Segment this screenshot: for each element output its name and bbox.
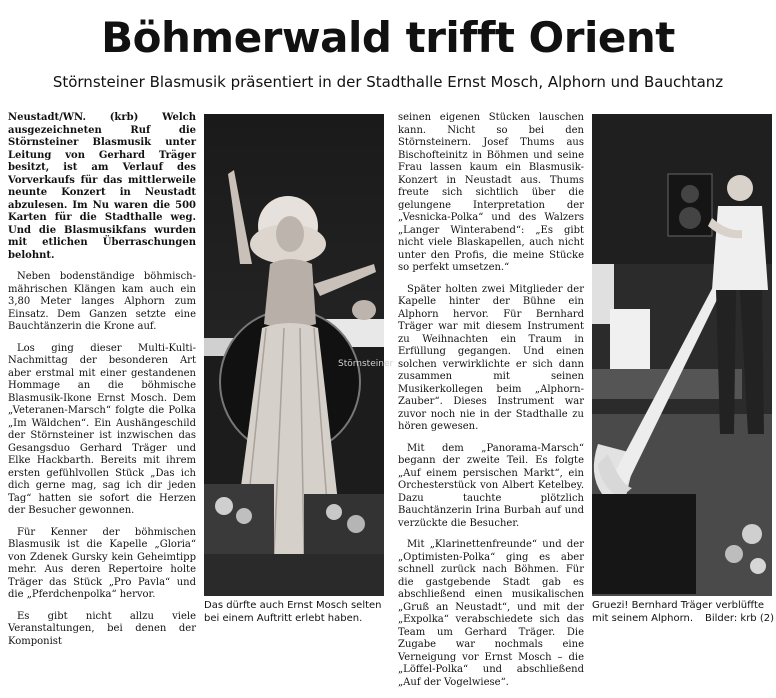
banner-lettering: Störnsteiner (338, 359, 394, 369)
photo-credit: Bilder: krb (2) (705, 612, 774, 624)
photo-belly-dancer (204, 114, 394, 596)
photo-alphorn-player (592, 114, 772, 596)
lead-paragraph: Neustadt/WN. (krb) Welch ausgezeichneten Ruf die Störnsteiner Blasmusik unter Leitung von Gerhard Träger besitzt, ist am Verlauf des Vorverkaufs für das mittlerweile neunte Konzert in Neustadt abzulesen. Im Nu waren die 500 Karten für die Stadthalle weg. Und die Blasmusikfans wurden mit etlichen Überraschungen belohnt. (8, 112, 196, 261)
article-subheadline: Störnsteiner Blasmusik präsentiert in der Stadthalle Ernst Mosch, Alphorn und Bauchtanz (52, 73, 724, 91)
belly-dancer-illustration (204, 114, 394, 596)
photo-caption-1: Das dürfte auch Ernst Mosch selten bei einem Auftritt erlebt haben. (204, 600, 382, 624)
body-paragraph: seinen eigenen Stücken lauschen kann. Nicht so bei den Störnsteinern. Josef Thums aus Bischofteinitz in Böhmen und seine Frau lassen kaum ein Blasmusik-Konzert in Neustadt aus. Thums freute sich sichtlich über die gelungene Interpretation der „Vesnicka-Polka“ und des Walzers „Langer Winterabend“: „Es gibt nicht viele Blaskapellen, auch nicht unter den Profis, die meine Stücke so perfekt umsetzen.“ (398, 112, 584, 273)
body-paragraph: Mit dem „Panorama-Marsch“ begann der zweite Teil. Es folgte „Auf einem persischen Markt“, ein Orchesterstück von Albert Ketelbey. Dazu tauchte plötzlich Bauchtänzerin Irina Burbah auf und verzückte die Besucher. (398, 442, 584, 529)
article-column-1 (8, 112, 196, 657)
photo-caption-2 (592, 600, 774, 625)
body-paragraph: Später holten zwei Mitglieder der Kapelle hinter der Bühne ein Alphorn hervor. Für Bernhard Träger war mit diesem Instrument zu Weihnachten ein Traum in Erfüllung gegangen. Und einen solchen verwirklichte er sich dann zusammen mit seinen Musikerkollegen beim „Alphorn-Zauber“. Dieses Instrument war zuvor noch nie in der Stadthalle zu hören gewesen. (398, 283, 584, 432)
body-paragraph: Los ging dieser Multi-Kulti-Nachmittag der besonderen Art aber erstmal mit einer gestandenen Hommage an die böhmische Blasmusik-Ikone Ernst Mosch. Dem „Veteranen-Marsch“ folgte die Polka „Im Wäldchen“. Ein Aushängeschild der Störnsteiner ist inzwischen das Gesangsduo Gerhard Träger und Elke Hackbarth. Bereits mit ihrem ersten gefühlvollen Stück „Das ich dich gerne mag, sag ich dir jeden Tag“ hatten sie sofort die Herzen der Besucher gewonnen. (8, 342, 196, 516)
body-paragraph: Mit „Klarinettenfreunde“ und der „Optimisten-Polka“ ging es aber schnell zurück nach Böhmen. Für die gastgebende Stadt gab es abschließend einen musikalischen „Gruß an Neustadt“, und mit der „Expolka“ verabschiedete sich das Team um Gerhard Träger. Die Zugabe war nochmals eine Verneigung vor Ernst Mosch – die „Löffel-Polka“ und abschließend „Auf der Vogelwiese“. (398, 539, 584, 688)
article-headline: Böhmerwald trifft Orient (101, 13, 675, 62)
body-paragraph: Neben bodenständige böhmisch-mährischen Klängen kam auch ein 3,80 Meter langes Alphorn zum Einsatz. Dem Ganzen setzte eine Bauchtänzerin die Krone auf. (8, 271, 196, 332)
alphorn-illustration (592, 114, 772, 596)
body-paragraph: Für Kenner der böhmischen Blasmusik ist die Kapelle „Gloria“ von Zdenek Gursky kein Geheimtipp mehr. Aus deren Repertoire holte Träger das Stück „Pro Pavla“ und die „Pferdchenpolka“ hervor. (8, 526, 196, 600)
caption-text: Gruezi! Bernhard Träger verblüffte mit seinem Alphorn. (592, 600, 765, 624)
body-paragraph: Es gibt nicht allzu viele Veranstaltungen, bei denen der Komponist (8, 610, 196, 647)
article-column-2 (398, 112, 584, 698)
